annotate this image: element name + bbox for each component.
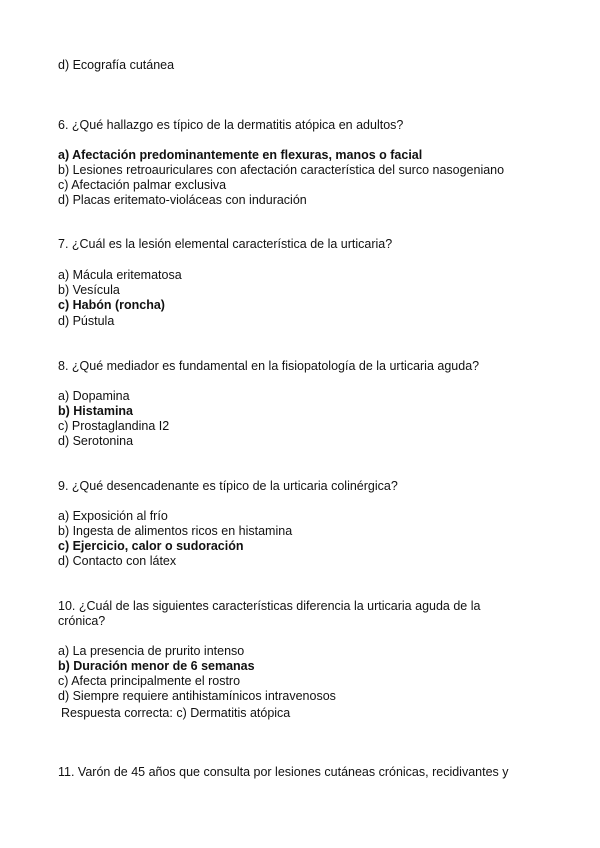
question-8: 8. ¿Qué mediador es fundamental en la fisiopatología de la urticaria aguda? bbox=[58, 359, 480, 373]
q6-option-d: d) Placas eritemato-violáceas con induración bbox=[58, 193, 307, 207]
q10-option-a: a) La presencia de prurito intenso bbox=[58, 644, 245, 658]
q8-option-a: a) Dopamina bbox=[58, 389, 130, 403]
q8-option-b: b) Histamina bbox=[58, 404, 134, 418]
q7-option-d: d) Pústula bbox=[58, 314, 115, 328]
q7-option-a: a) Mácula eritematosa bbox=[58, 268, 182, 282]
q9-option-d: d) Contacto con látex bbox=[58, 554, 177, 568]
question-6: 6. ¿Qué hallazgo es típico de la dermatitis atópica en adultos? bbox=[58, 118, 404, 132]
question-9: 9. ¿Qué desencadenante es típico de la urticaria colinérgica? bbox=[58, 479, 398, 493]
q8-option-c: c) Prostaglandina I2 bbox=[58, 419, 170, 433]
q10-option-c: c) Afecta principalmente el rostro bbox=[58, 674, 241, 688]
answer-note: Respuesta correcta: c) Dermatitis atópica bbox=[61, 706, 291, 720]
q6-option-a: a) Afectación predominantemente en flexuras, manos o facial bbox=[58, 148, 423, 162]
q6-option-b: b) Lesiones retroauriculares con afectación característica del surco nasogeniano bbox=[58, 163, 505, 177]
q8-option-d: d) Serotonina bbox=[58, 434, 134, 448]
q7-option-b: b) Vesícula bbox=[58, 283, 120, 297]
question-10-line-2: crónica? bbox=[58, 614, 106, 628]
question-7: 7. ¿Cuál es la lesión elemental característica de la urticaria? bbox=[58, 237, 393, 251]
q10-option-b: b) Duración menor de 6 semanas bbox=[58, 659, 255, 673]
q10-option-d: d) Siempre requiere antihistamínicos intravenosos bbox=[58, 689, 336, 703]
question-11: 11. Varón de 45 años que consulta por lesiones cutáneas crónicas, recidivantes y bbox=[58, 765, 509, 779]
question-10-line-1: 10. ¿Cuál de las siguientes características diferencia la urticaria aguda de la bbox=[58, 599, 481, 613]
q7-option-c: c) Habón (roncha) bbox=[58, 298, 165, 312]
q9-option-c: c) Ejercicio, calor o sudoración bbox=[58, 539, 244, 553]
option-d-previous: d) Ecografía cutánea bbox=[58, 58, 175, 72]
q9-option-b: b) Ingesta de alimentos ricos en histamina bbox=[58, 524, 293, 538]
q6-option-c: c) Afectación palmar exclusiva bbox=[58, 178, 227, 192]
q9-option-a: a) Exposición al frío bbox=[58, 509, 168, 523]
